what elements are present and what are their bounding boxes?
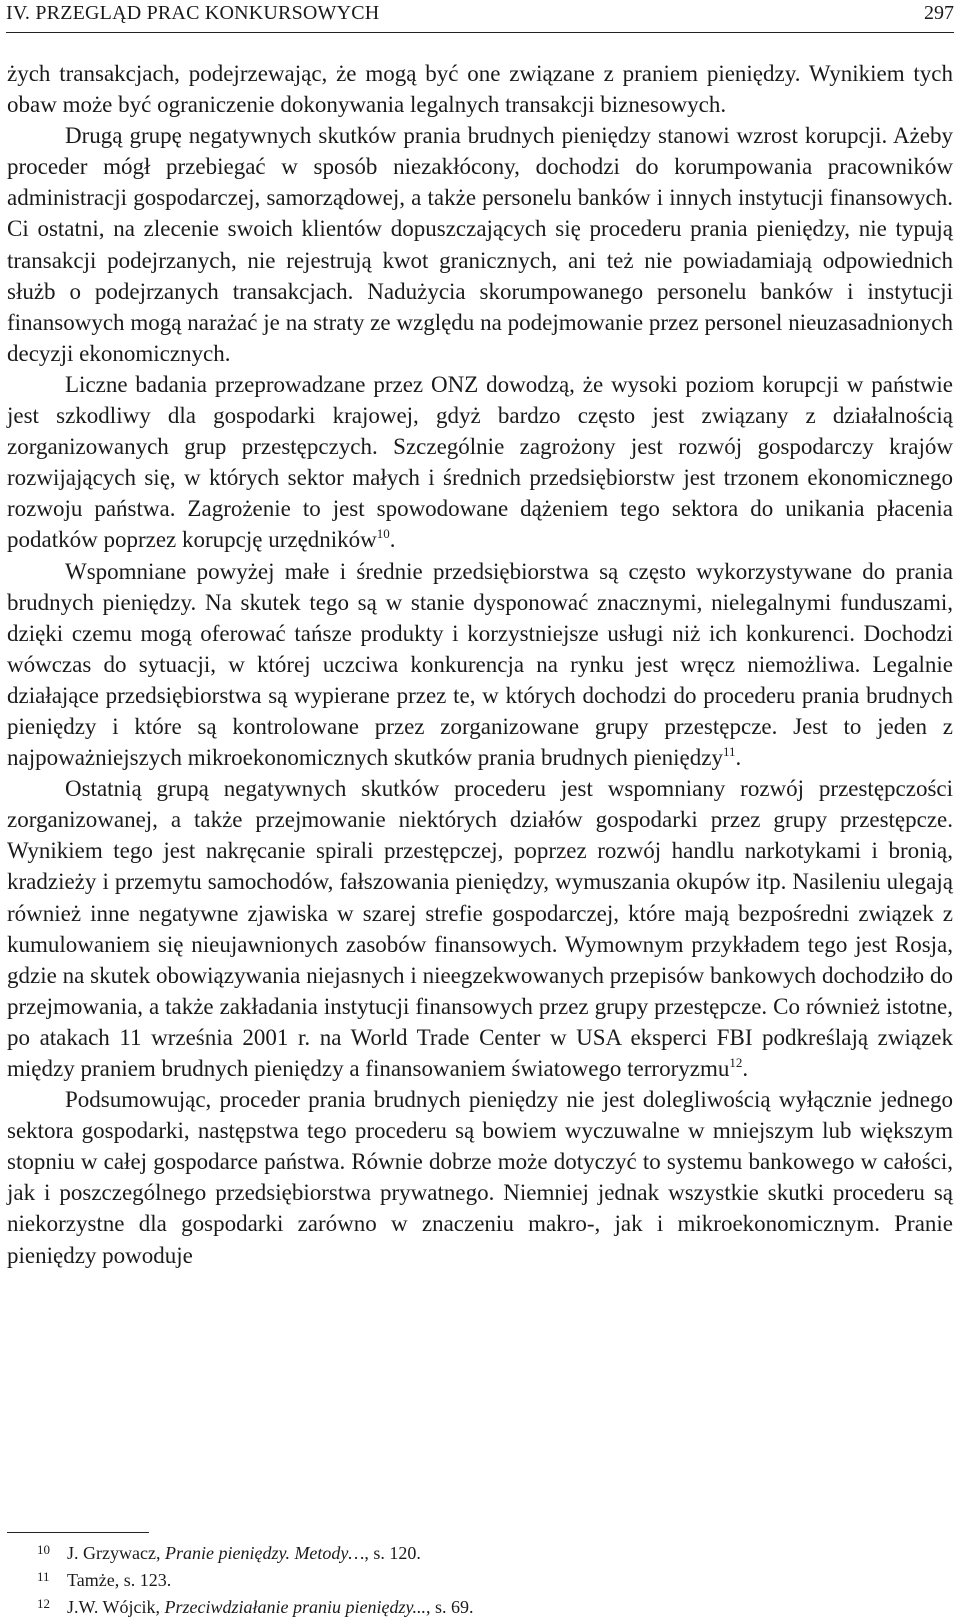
paragraph-text: żych transakcjach, podejrzewając, że mogą być one związane z praniem pieniędzy. Wynikiem tych obaw może być ograniczenie dokonywania legalnych transakcji biznesowych. — [7, 61, 953, 118]
footnote-pages: , s. 69. — [425, 1597, 474, 1617]
footnote-title: Pranie pieniędzy. Metody… — [164, 1543, 365, 1563]
footnote-reference[interactable]: 11 — [722, 744, 736, 760]
footnote-text — [67, 1594, 474, 1621]
footnotes — [7, 1540, 953, 1621]
footnote-text — [67, 1567, 171, 1594]
paragraph: Liczne badania przeprowadzane przez ONZ dowodzą, że wysoki poziom korupcji w państwie jest szkodliwy dla gospodarki krajowej, gdyż bardzo często jest związany z działalnością zorganizowanych grup przestępczych. Szczególnie zagrożony jest rozwój gospodarczy krajów rozwijających się, w których sektor małych i średnich przedsiębiorstw jest trzonem ekonomicznego rozwoju państwa. Zagrożenie to jest spowodowane dążeniem tego sektora do unikania płacenia podatków poprzez korupcję urzędników$^{10}$. — [7, 371, 953, 553]
footnote — [7, 1567, 953, 1594]
paragraph-text: Liczne badania przeprowadzane przez ONZ dowodzą, że wysoki poziom korupcji w państwie jest szkodliwy dla gospodarki krajowej, gdyż bardzo często jest związany z działalnością zorganizowanych grup przestępczych. Szczególnie zagrożony jest rozwój gospodarczy krajów rozwijających się, w których sektor małych i średnich przedsiębiorstw jest trzonem ekonomicznego rozwoju państwa. Zagrożenie to jest spowodowane dążeniem tego sektora do unikania płacenia podatków poprzez korupcję urzędników — [7, 371, 953, 553]
footnote-author: Tamże, s. 123. — [67, 1570, 172, 1590]
footnote-author: J. Grzywacz, — [67, 1543, 165, 1563]
footnote-pages: , s. 120. — [364, 1543, 421, 1563]
paragraph: Ostatnią grupą negatywnych skutków procederu jest wspomniany rozwój przestępczości zorganizowanej, a także przejmowanie niektórych działów gospodarki przez grupy przestępcze. Wynikiem tego jest nakręcanie spirali przestępczej, poprzez rozwój handlu narkotykami i bronią, kradzieży i przemytu samochodów, fałszowania pieniędzy, wymuszania okupów itp. Nasileniu ulegają również inne negatywne zjawiska w szarej strefie gospodarczej, które mają bezpośredni związek z kumulowaniem się nieujawnionych zasobów finansowych. Wymownym przykładem tego jest Rosja, gdzie na skutek obowiązywania niejasnych i nieegzekwowanych przepisów bankowych dochodziło do przejmowania, a także zakładania instytucji finansowych przez grupy przestępcze. Co również istotne, po atakach 11 września 2001 r. na World Trade Center w USA eksperci FBI podkreślają związek między praniem brudnych pieniędzy a finansowaniem światowego terroryzmu$^{12}$. — [7, 776, 953, 1081]
footnote-reference[interactable]: 12 — [729, 1055, 743, 1070]
footnote — [7, 1594, 953, 1621]
paragraph-text: Wspomniane powyżej małe i średnie przedsiębiorstwa są często wykorzystywane do prania brudnych pieniędzy. Na skutek tego są w stanie dysponować znacznymi, nielegalnymi funduszami, dzięki czemu mogą oferować tańsze produkty i korzystniejsze usługi niż ich konkurenci. Dochodzi wówczas do sytuacji, w której uczciwa konkurencja na rynku jest wręcz niemożliwa. Legalnie działające przedsiębiorstwa są wypierane przez te, w których dochodzi do procederu prania brudnych pieniędzy i które są kontrolowane przez zorganizowane grupy przestępcze. Jest to jeden z najpoważniejszych mikroekonomicznych skutków prania brudnych pieniędzy — [7, 558, 953, 771]
footnote-text — [67, 1540, 421, 1567]
chapter-title: IV. PRZEGLĄD PRAC KONKURSOWYCH — [6, 2, 380, 24]
running-head — [6, 0, 954, 33]
paragraph-text: Ostatnią grupą negatywnych skutków procederu jest wspomniany rozwój przestępczości zorganizowanej, a także przejmowanie niektórych działów gospodarki przez grupy przestępcze. Wynikiem tego jest nakręcanie spirali przestępczej, poprzez rozwój handlu narkotykami i bronią, kradzieży i przemytu samochodów, fałszowania pieniędzy, wymuszania okupów itp. Nasileniu ulegają również inne negatywne zjawiska w szarej strefie gospodarczej, które mają bezpośredni związek z kumulowaniem się nieujawnionych zasobów finansowych. Wymownym przykładem tego jest Rosja, gdzie na skutek obowiązywania niejasnych i nieegzekwowanych przepisów bankowych dochodziło do przejmowania, a także zakładania instytucji finansowych przez grupy przestępcze. Co również istotne, po atakach 11 września 2001 r. na World Trade Center w USA eksperci FBI podkreślają związek między praniem brudnych pieniędzy a finansowaniem światowego terroryzmu — [7, 776, 953, 1081]
footnote-author: J.W. Wójcik, — [67, 1597, 165, 1617]
paragraph — [7, 120, 953, 369]
footnote-number: 12 — [37, 1596, 50, 1611]
footnote-reference[interactable]: 10 — [376, 526, 390, 542]
footnote — [7, 1540, 953, 1567]
page-number: 297 — [924, 2, 954, 24]
paragraph: Wspomniane powyżej małe i średnie przedsiębiorstwa są często wykorzystywane do prania brudnych pieniędzy. Na skutek tego są w stanie dysponować znacznymi, nielegalnymi funduszami, dzięki czemu mogą oferować tańsze produkty i korzystniejsze usługi niż ich konkurenci. Dochodzi wówczas do sytuacji, w której uczciwa konkurencja na rynku jest wręcz niemożliwa. Legalnie działające przedsiębiorstwa są wypierane przez te, w których dochodzi do procederu prania brudnych pieniędzy i które są kontrolowane przez zorganizowane grupy przestępcze. Jest to jeden z najpoważniejszych mikroekonomicznych skutków prania brudnych pieniędzy$^{11}$. — [7, 558, 953, 771]
footnote-number: 10 — [37, 1542, 50, 1557]
paragraph — [7, 58, 953, 120]
footnote-number: 11 — [37, 1569, 50, 1584]
body-text — [7, 58, 953, 1271]
paragraph-text: Podsumowując, proceder prania brudnych pieniędzy nie jest dolegliwością wyłącznie jednego sektora gospodarki, następstwa tego procederu są bowiem wyczuwalne w mniejszym lub większym stopniu w całej gospodarce państwa. Równie dobrze może dotyczyć to systemu bankowego w całości, jak i poszczególnego przedsiębiorstwa prywatnego. Niemniej jednak wszystkie skutki procederu są niekorzystne dla gospodarki zarówno w znaczeniu makro-, jak i mikroekonomicznym. Pranie pieniędzy powoduje — [7, 1087, 953, 1268]
footnote-separator — [7, 1532, 149, 1533]
paragraph-text: Drugą grupę negatywnych skutków prania brudnych pieniędzy stanowi wzrost korupcji. Ażeby proceder mógł przebiegać w sposób niezakłócony, dochodzi do korumpowania pracowników administracji gospodarczej, samorządowej, a także personelu banków i innych instytucji finansowych. Ci ostatni, na zlecenie swoich klientów dopuszczających się procederu prania pieniędzy, nie typują transakcji podejrzanych, nie rejestrują kwot granicznych, ani też nie powiadamiają odpowiednich służb o podejrzanych transakcjach. Nadużycia skorumpowanego personelu banków i instytucji finansowych mogą narażać je na straty ze względu na podejmowanie przez personel nieuzasadnionych decyzji ekonomicznych. — [7, 123, 953, 366]
paragraph — [7, 1084, 953, 1271]
footnote-title: Przeciwdziałanie praniu pieniędzy... — [164, 1597, 426, 1617]
